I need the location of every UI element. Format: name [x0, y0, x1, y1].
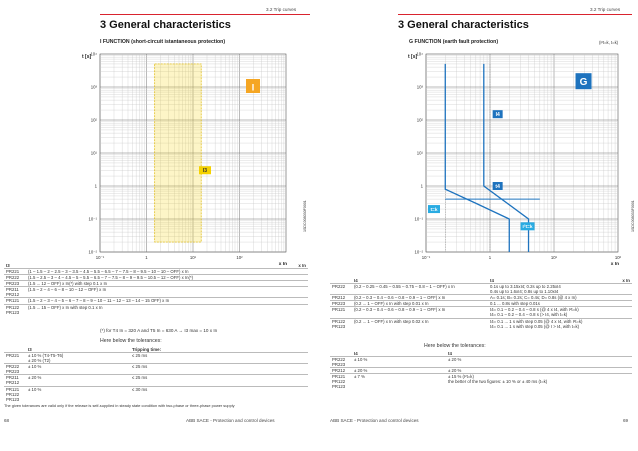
- right-settings-table: [330, 278, 632, 329]
- left-settings-model: PR221: [4, 269, 26, 275]
- left-tol-model: PR221: [4, 353, 26, 364]
- right-tol-model: PR212: [330, 368, 352, 374]
- x-tick-label: 10¹: [189, 255, 197, 260]
- left-tol-i3: ± 10 %: [26, 386, 130, 402]
- callout-i3-label: I3: [202, 168, 208, 175]
- left-settings-value: (1.5 – 2 – 3 – 4 – 5 – 6 – 7 – 8 – 9 – 10 – 11 – 12 – 13 – 14 – 15 OFF) x In: [26, 298, 308, 304]
- left-settings-h1: I3: [6, 263, 10, 268]
- right-settings-h2-label: t4: [490, 278, 494, 283]
- x-axis-unit: x In: [278, 262, 287, 267]
- right-chart-title: G FUNCTION (earth fault protection): [409, 39, 499, 45]
- left-chart-title: I FUNCTION (short-circuit istantaneous protection): [100, 39, 226, 45]
- left-tolerance-title: Here below the tolerances:: [100, 338, 162, 344]
- x-tick-label: 1: [145, 255, 148, 260]
- left-doc-code: 1SDC008030F0001: [303, 200, 307, 232]
- right-settings-t4: 0.1 ... 0.8s with step 0.01s: [488, 301, 632, 307]
- left-tol-time: ≤ 25 ms: [130, 375, 308, 386]
- left-tol-h2: Tripping time:: [132, 347, 162, 352]
- x-axis-unit: x In: [610, 262, 619, 267]
- y-tick-label: 10⁻²: [88, 249, 97, 255]
- left-tol-i3: ± 20 %: [26, 375, 130, 386]
- right-settings-model: PR223: [330, 301, 352, 307]
- right-tol-i4: ± 20 %: [352, 368, 446, 374]
- y-axis-label: t [s]: [82, 54, 92, 60]
- left-tol-h1: I3: [28, 347, 32, 352]
- left-tol-time: ≤ 30 ms: [130, 386, 308, 402]
- right-settings-i4: (0.2 – 0.25 – 0.45 – 0.55 – 0.75 – 0.8 – 1 – OFF) x In: [352, 284, 488, 295]
- left-tol-i3: ± 10 %: [26, 364, 130, 375]
- y-tick-label: 10³: [416, 84, 423, 90]
- right-tol-h1: I4: [354, 351, 358, 356]
- right-tol-t4: ± 20 %: [446, 357, 632, 368]
- right-chart: [384, 48, 622, 270]
- right-tolerance-table: [330, 351, 632, 390]
- right-header-right: 3.2 Trip curves: [590, 7, 621, 12]
- right-tol-h2: t4: [448, 351, 452, 356]
- callout-t4-label: t4: [495, 183, 500, 190]
- y-tick-label: 10⁻¹: [88, 216, 97, 222]
- callout-tk-label: t=k: [430, 207, 438, 213]
- left-header-right: 3.2 Trip curves: [266, 7, 297, 12]
- callout-g-label: G: [579, 77, 588, 89]
- y-tick-label: 10⁴: [90, 51, 97, 57]
- right-settings-model: PR222: [330, 284, 352, 295]
- x-tick-label: 1: [488, 255, 492, 260]
- right-settings-t4: t4= 0.1 ... 1 s with step 0.05 (@ 4 x I4, with I²t=k) t4= 0.1 ... 1 s with step 0.05 (@ I > I4, with t=k): [488, 318, 632, 329]
- y-tick-label: 10⁻²: [414, 249, 423, 255]
- left-tol-model: PR211 PR212: [4, 375, 26, 386]
- x-tick-label: 10⁻¹: [421, 255, 431, 260]
- left-chart: [58, 48, 288, 270]
- right-tol-model: PR222 PR223: [330, 357, 352, 368]
- left-legend-note: (*) for T4 In = 320 A and T5 In = 630 A → I3 max = 10 x In: [100, 328, 218, 333]
- right-doc-code: 1SDC008033F0001: [631, 200, 635, 232]
- left-header-rule: [100, 14, 310, 15]
- y-tick-label: 1: [420, 183, 423, 189]
- right-tol-model: PR121 PR122 PR123: [330, 374, 352, 390]
- right-settings-t4: 0.1s up to 3.15xI4; 0.2s up to 2.25xI4 0.4s up to 1.6xI4; 0.8s up to 1.10xI4: [488, 284, 632, 295]
- right-footer-page: 69: [623, 418, 629, 423]
- left-settings-table: [4, 263, 308, 315]
- x-tick-label: 10²: [614, 255, 622, 260]
- right-settings-i4: (0.2 ... 1 – OFF) x In with step 0.02 x In: [352, 318, 488, 329]
- right-footer-text: ABB SACE - Protection and control devices: [330, 418, 419, 423]
- y-axis-label: t [s]: [408, 54, 418, 60]
- left-footer-page: 68: [4, 418, 10, 423]
- left-tol-i3: ± 10 % (T4-T5-T6) ± 20 % (T2): [26, 353, 130, 364]
- left-tol-time: ≤ 25 ms: [130, 364, 308, 375]
- right-chart-title-extra: (I²t=k, t=k): [599, 40, 619, 45]
- left-tolerance-note: The given tolerances are valid only if the release is self-supplied in steady state condition with two-phase or three-phase power supply: [4, 403, 235, 408]
- x-tick-label: 10⁻¹: [95, 255, 105, 260]
- right-section-title: 3 General characteristics: [398, 19, 529, 31]
- y-tick-label: 10¹: [416, 150, 423, 156]
- x-tick-label: 10¹: [550, 255, 558, 260]
- left-settings-h2: x In: [298, 263, 306, 268]
- left-footer-text: ABB SACE - Protection and control devices: [186, 418, 275, 423]
- right-settings-t4: A= 0.1s; B= 0.2s; C= 0.4s; D= 0.8s (@ 4 x In): [488, 295, 632, 301]
- callout-i2tk-label: I²t=k: [522, 225, 533, 231]
- y-tick-label: 10⁻¹: [414, 216, 423, 222]
- right-settings-h1: I4: [354, 278, 358, 283]
- right-settings-model: PR121: [330, 307, 352, 318]
- right-settings-unit: x In: [622, 278, 630, 283]
- right-header-rule: [398, 14, 632, 15]
- left-tol-time: ≤ 25 ms: [130, 353, 308, 364]
- left-settings-model: PR211 PR212: [4, 287, 26, 298]
- left-settings-model: PR121: [4, 298, 26, 304]
- right-settings-i4: (0.2 – 0.3 – 0.4 – 0.6 – 0.8 – 0.9 – 1 – OFF) x In: [352, 307, 488, 318]
- right-settings-model: PR212: [330, 295, 352, 301]
- left-settings-model: PR122 PR123: [4, 304, 26, 315]
- left-tol-model: PR222 PR223: [4, 364, 26, 375]
- y-tick-label: 10²: [416, 117, 423, 123]
- x-tick-label: 10²: [236, 255, 243, 260]
- right-settings-i4: (0.2 ... 1 – OFF) x In with step 0.01 x In: [352, 301, 488, 307]
- y-tick-label: 10²: [90, 117, 97, 123]
- left-settings-model: PR223: [4, 281, 26, 287]
- left-settings-value: (1.5 – 2 – 4 – 6 – 8 – 10 – 12 – OFF) x In: [26, 287, 308, 298]
- right-tol-t4: ± 15 % (I²t=k) the better of the two figures: ± 10 % or ± 40 ms (t=k): [446, 374, 632, 390]
- left-settings-value: (1.5 ... 12 – OFF) x In(*) with step 0.1 x In: [26, 281, 308, 287]
- y-tick-label: 10⁴: [416, 51, 423, 57]
- right-settings-t4: t4= 0.1 – 0.2 – 0.4 – 0.8 s (@ 4 x I4, with I²t=k) t4= 0.1 – 0.2 – 0.4 – 0.8 s (> I4, with t=k): [488, 307, 632, 318]
- left-settings-value: (1.5 – 2.5 – 3 – 4 – 4.5 – 5 – 5.5 – 6.5 – 7 – 7.5 – 8 – 9 – 9.5 – 10.5 – 12 – OFF) x In(*): [26, 275, 308, 281]
- left-settings-value: (1.5 ... 15 – OFF) x In with step 0.1 x In: [26, 304, 308, 315]
- left-tolerance-table: [4, 347, 308, 402]
- right-settings-i4: (0.2 – 0.3 – 0.4 – 0.6 – 0.8 – 0.9 – 1 – OFF) x In: [352, 295, 488, 301]
- left-settings-value: (1 – 1.5 – 2 – 2.5 – 3 – 3.5 – 4.5 – 5.5 – 6.5 – 7 – 7.5 – 8 – 9.5 – 10 – 10 – OFF) x In: [26, 269, 308, 275]
- right-tolerance-title: Here below the tolerances:: [424, 343, 486, 349]
- y-tick-label: 10¹: [90, 150, 97, 156]
- right-settings-model: PR122 PR123: [330, 318, 352, 329]
- left-settings-model: PR222: [4, 275, 26, 281]
- y-tick-label: 1: [94, 183, 97, 189]
- right-tol-i4: ± 7 %: [352, 374, 446, 390]
- left-section-title: 3 General characteristics: [100, 19, 231, 31]
- right-tol-i4: ± 10 %: [352, 357, 446, 368]
- i3-band: [155, 64, 202, 242]
- right-tol-t4: ± 20 %: [446, 368, 632, 374]
- callout-i4-label: I4: [495, 111, 500, 118]
- y-tick-label: 10³: [90, 84, 97, 90]
- callout-i-label: I: [251, 82, 255, 93]
- left-tol-model: PR121 PR122 PR123: [4, 386, 26, 402]
